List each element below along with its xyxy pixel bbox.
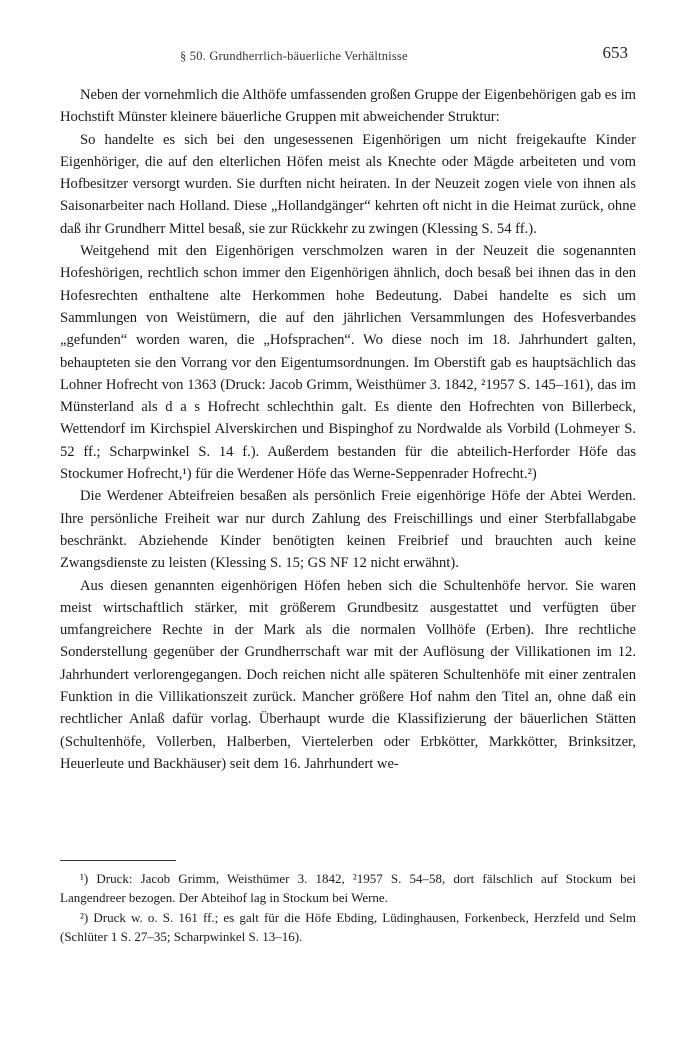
footnote: ¹) Druck: Jacob Grimm, Weisthümer 3. 1842, ²1957 S. 54–58, dort fälschlich auf Stockum bei Langendreer bezogen. Der Abteihof lag in Stockum bei Werne.: [60, 871, 636, 905]
paragraph: So handelte es sich bei den ungesessenen Eigenhörigen um nicht freigekaufte Kinder Eigenhöriger, die auf den elterlichen Höfen meist als Knechte oder Mägde arbeiteten und vom Hofbesitzer versorgt wurden. Sie durften nicht heiraten. In der Neuzeit zogen viele von ihnen als Saisonarbeiter nach Holland. Diese „Hollandgänger“ kehrten oft nicht in die Heimat zurück, ohne daß ihr Grundherr Mittel besaß, sie zur Rückkehr zu zwingen (Klessing S. 54 ff.).: [60, 131, 636, 237]
running-head-title: § 50. Grundherrlich-bäuerliche Verhältnisse: [180, 49, 408, 63]
running-head: [60, 41, 640, 71]
footnote: ²) Druck w. o. S. 161 ff.; es galt für die Höfe Ebding, Lüdinghausen, Forkenbeck, Herzfeld und Selm (Schlüter 1 S. 27–35; Scharpwinkel S. 13–16).: [60, 910, 636, 944]
paragraph: Die Werdener Abteifreien besaßen als persönlich Freie eigenhörige Höfe der Abtei Werden. Ihre persönliche Freiheit war nur durch Zahlung des Freischillings und einer Sterbfallabgabe beschränkt. Abziehende Kinder benötigten keinen Freibrief und brauchten auch keine Zwangsdienste zu leisten (Klessing S. 15; GS NF 12 nicht erwähnt).: [60, 488, 636, 572]
page-number: 653: [602, 43, 628, 62]
footnote-divider: [60, 860, 176, 861]
paragraph: Aus diesen genannten eigenhörigen Höfen heben sich die Schultenhöfe hervor. Sie waren meist wirtschaftlich stärker, mit größerem Grundbesitz ausgestattet und verfügten über umfangreichere Rechte in der Mark als die normalen Vollhöfe (Erben). Ihre rechtliche Sonderstellung gegenüber der Grundherrschaft war mit der Auflösung der Villikationen im 12. Jahrhundert verlorengegangen. Doch reichen nicht alle späteren Schultenhöfe mit einer zentralen Funktion in die Villikationszeit zurück. Mancher größere Hof nahm den Titel an, ohne daß ein rechtlicher Anlaß dafür vorlag. Überhaupt wurde die Klassifizierung der bäuerlichen Stätten (Schultenhöfe, Vollerben, Halberben, Viertelerben oder Erbkötter, Markkötter, Brinksitzer, Heuerleute und Backhäuser) seit dem 16. Jahrhundert we-: [60, 577, 636, 772]
body-text: [60, 84, 636, 775]
footnotes: [60, 870, 636, 948]
paragraph: Weitgehend mit den Eigenhörigen verschmolzen waren in der Neuzeit die sogenannten Hofeshörigen, rechtlich schon immer den Eigenhörigen ähnlich, doch besaß bei ihnen das in den Hofesrechten enthaltene alte Herkommen hohe Bedeutung. Dabei handelte es sich um Sammlungen von Weistümern, die auf den jährlichen Versammlungen des Hofesverbandes „gefunden“ worden waren, die „Hofsprachen“. Wo diese noch im 18. Jahrhundert galten, behaupteten sie den Vorrang vor den Eigentumsordnungen. Im Oberstift gab es hauptsächlich das Lohner Hofrecht von 1363 (Druck: Jacob Grimm, Weisthümer 3. 1842, ²1957 S. 145–161), das im Münsterland als d a s Hofrecht schlechthin galt. Es diente den Hofrechten von Billerbeck, Wettendorf im Kirchspiel Alverskirchen und Bispinghof zu Nordwalde als Vorbild (Lohmeyer S. 52 ff.; Scharpwinkel S. 14 f.). Außerdem bestanden für die abteilich-Herforder Höfe das Stockumer Hofrecht,¹) für die Werdener Höfe das Werne-Seppenrader Hofrecht.²): [60, 243, 636, 483]
paragraph: Neben der vornehmlich die Althöfe umfassenden großen Gruppe der Eigenbehörigen gab es im Hochstift Münster kleinere bäuerliche Gruppen mit abweichender Struktur:: [60, 87, 637, 126]
